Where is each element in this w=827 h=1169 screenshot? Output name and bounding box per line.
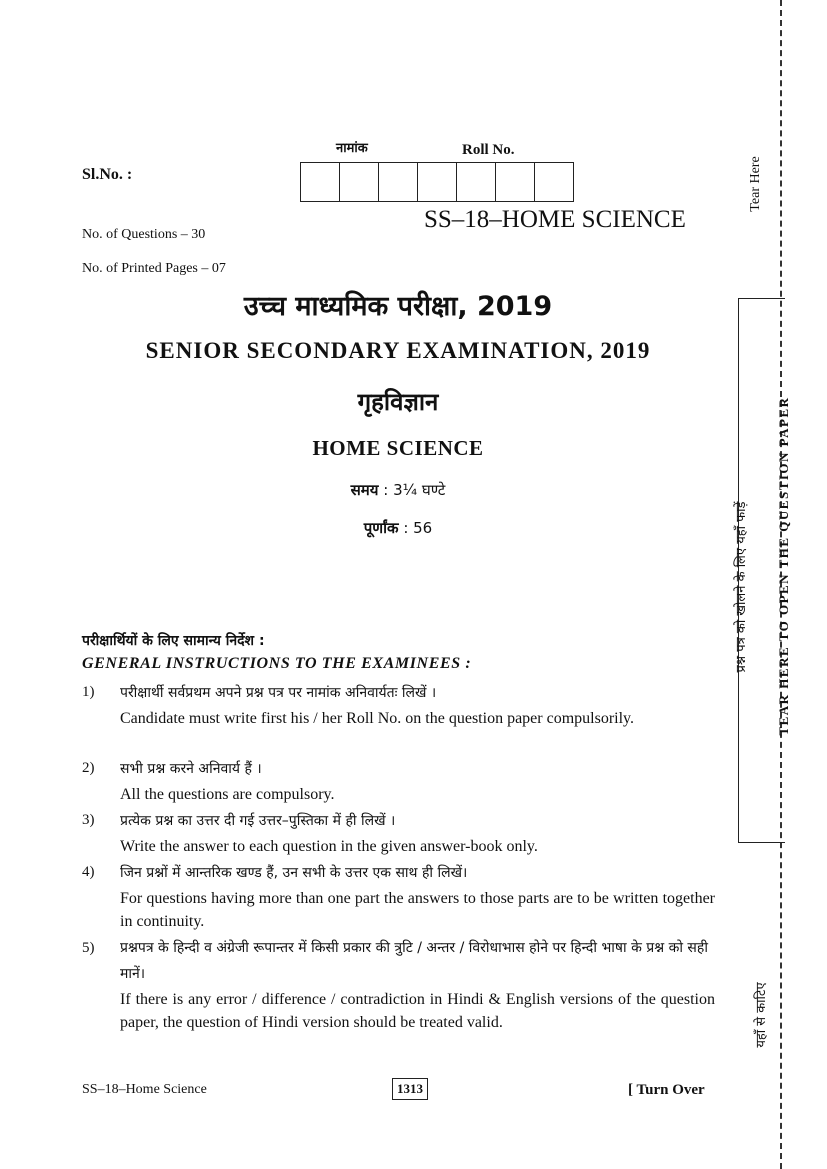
turn-over-label: [ Turn Over	[628, 1082, 705, 1098]
footer-page-code: 1313	[392, 1078, 428, 1100]
instruction-number: 1)	[82, 684, 95, 700]
tear-instruction-hindi: प्रश्न पत्र को खोलने के लिए यहाँ फाड़ें	[734, 501, 749, 673]
exam-title-english: SENIOR SECONDARY EXAMINATION, 2019	[145, 338, 651, 363]
instruction-hindi: प्रश्नपत्र के हिन्दी व अंग्रेजी रूपान्तर में किसी प्रकार की त्रुटि / अन्तर / विरोधाभास होने पर हिन्दी भाषा के प्रश्न को सही मानें।	[120, 940, 708, 982]
number-of-pages: No. of Printed Pages – 07	[82, 261, 226, 276]
instruction-hindi: परीक्षार्थी सर्वप्रथम अपने प्रश्न पत्र पर नामांक अनिवार्यतः लिखें ।	[120, 685, 437, 701]
roll-digit-box[interactable]	[534, 162, 574, 202]
roll-digit-box[interactable]	[495, 162, 535, 202]
serial-number-label: Sl.No. :	[82, 166, 133, 183]
time-value: : 3¼ घण्टे	[378, 481, 446, 499]
roll-digit-box[interactable]	[417, 162, 457, 202]
instructions-heading-english: GENERAL INSTRUCTIONS TO THE EXAMINEES :	[82, 655, 472, 672]
instruction-number: 4)	[82, 864, 95, 880]
instructions-heading-hindi: परीक्षार्थियों के लिए सामान्य निर्देश :	[82, 633, 265, 649]
exam-title-hindi: उच्च माध्यमिक परीक्षा, 2019	[243, 291, 553, 322]
instruction-english: If there is any error / difference / contradiction in Hindi & English versions of the question paper, the question of Hindi version should be treated valid.	[120, 991, 715, 1031]
number-of-questions: No. of Questions – 30	[82, 227, 206, 242]
roll-number-boxes	[301, 162, 574, 202]
tear-instruction-english: TEAR HERE TO OPEN THE QUESTION PAPER	[776, 396, 791, 736]
subject-title-english: HOME SCIENCE	[312, 436, 484, 460]
instruction-english: Candidate must write first his / her Roll No. on the question paper compulsorily.	[120, 710, 634, 727]
time-label: समय	[350, 481, 379, 499]
marks-label: पूर्णांक	[363, 519, 399, 537]
instruction-number: 3)	[82, 812, 95, 828]
instruction-english: For questions having more than one part the answers to those parts are to be written together in continuity.	[120, 890, 715, 930]
instruction-hindi: प्रत्येक प्रश्न का उत्तर दी गई उत्तर–पुस्तिका में ही लिखें ।	[120, 813, 396, 829]
marks-value: : 56	[398, 519, 433, 537]
roll-digit-box[interactable]	[378, 162, 418, 202]
roll-digit-box[interactable]	[300, 162, 340, 202]
instruction-english: All the questions are compulsory.	[120, 786, 335, 803]
footer-paper-code: SS–18–Home Science	[82, 1082, 207, 1097]
instruction-english: Write the answer to each question in the given answer-book only.	[120, 838, 538, 855]
tear-here-label: Tear Here	[748, 156, 763, 212]
maximum-marks	[80, 518, 716, 538]
instruction-number: 5)	[82, 940, 95, 956]
cut-here-label: यहाँ से काटिए	[754, 982, 769, 1048]
roll-number-label: Roll No.	[462, 142, 515, 158]
time-allowed	[80, 480, 716, 500]
roll-digit-box[interactable]	[339, 162, 379, 202]
subject-title-hindi: गृहविज्ञान	[357, 388, 439, 416]
instruction-hindi: सभी प्रश्न करने अनिवार्य हैं ।	[120, 761, 262, 777]
instruction-number: 2)	[82, 760, 95, 776]
instruction-hindi: जिन प्रश्नों में आन्तरिक खण्ड हैं, उन सभी के उत्तर एक साथ ही लिखें।	[120, 865, 468, 881]
roll-number-label-hindi: नामांक	[336, 141, 368, 156]
paper-code: SS–18–HOME SCIENCE	[424, 206, 686, 233]
roll-digit-box[interactable]	[456, 162, 496, 202]
